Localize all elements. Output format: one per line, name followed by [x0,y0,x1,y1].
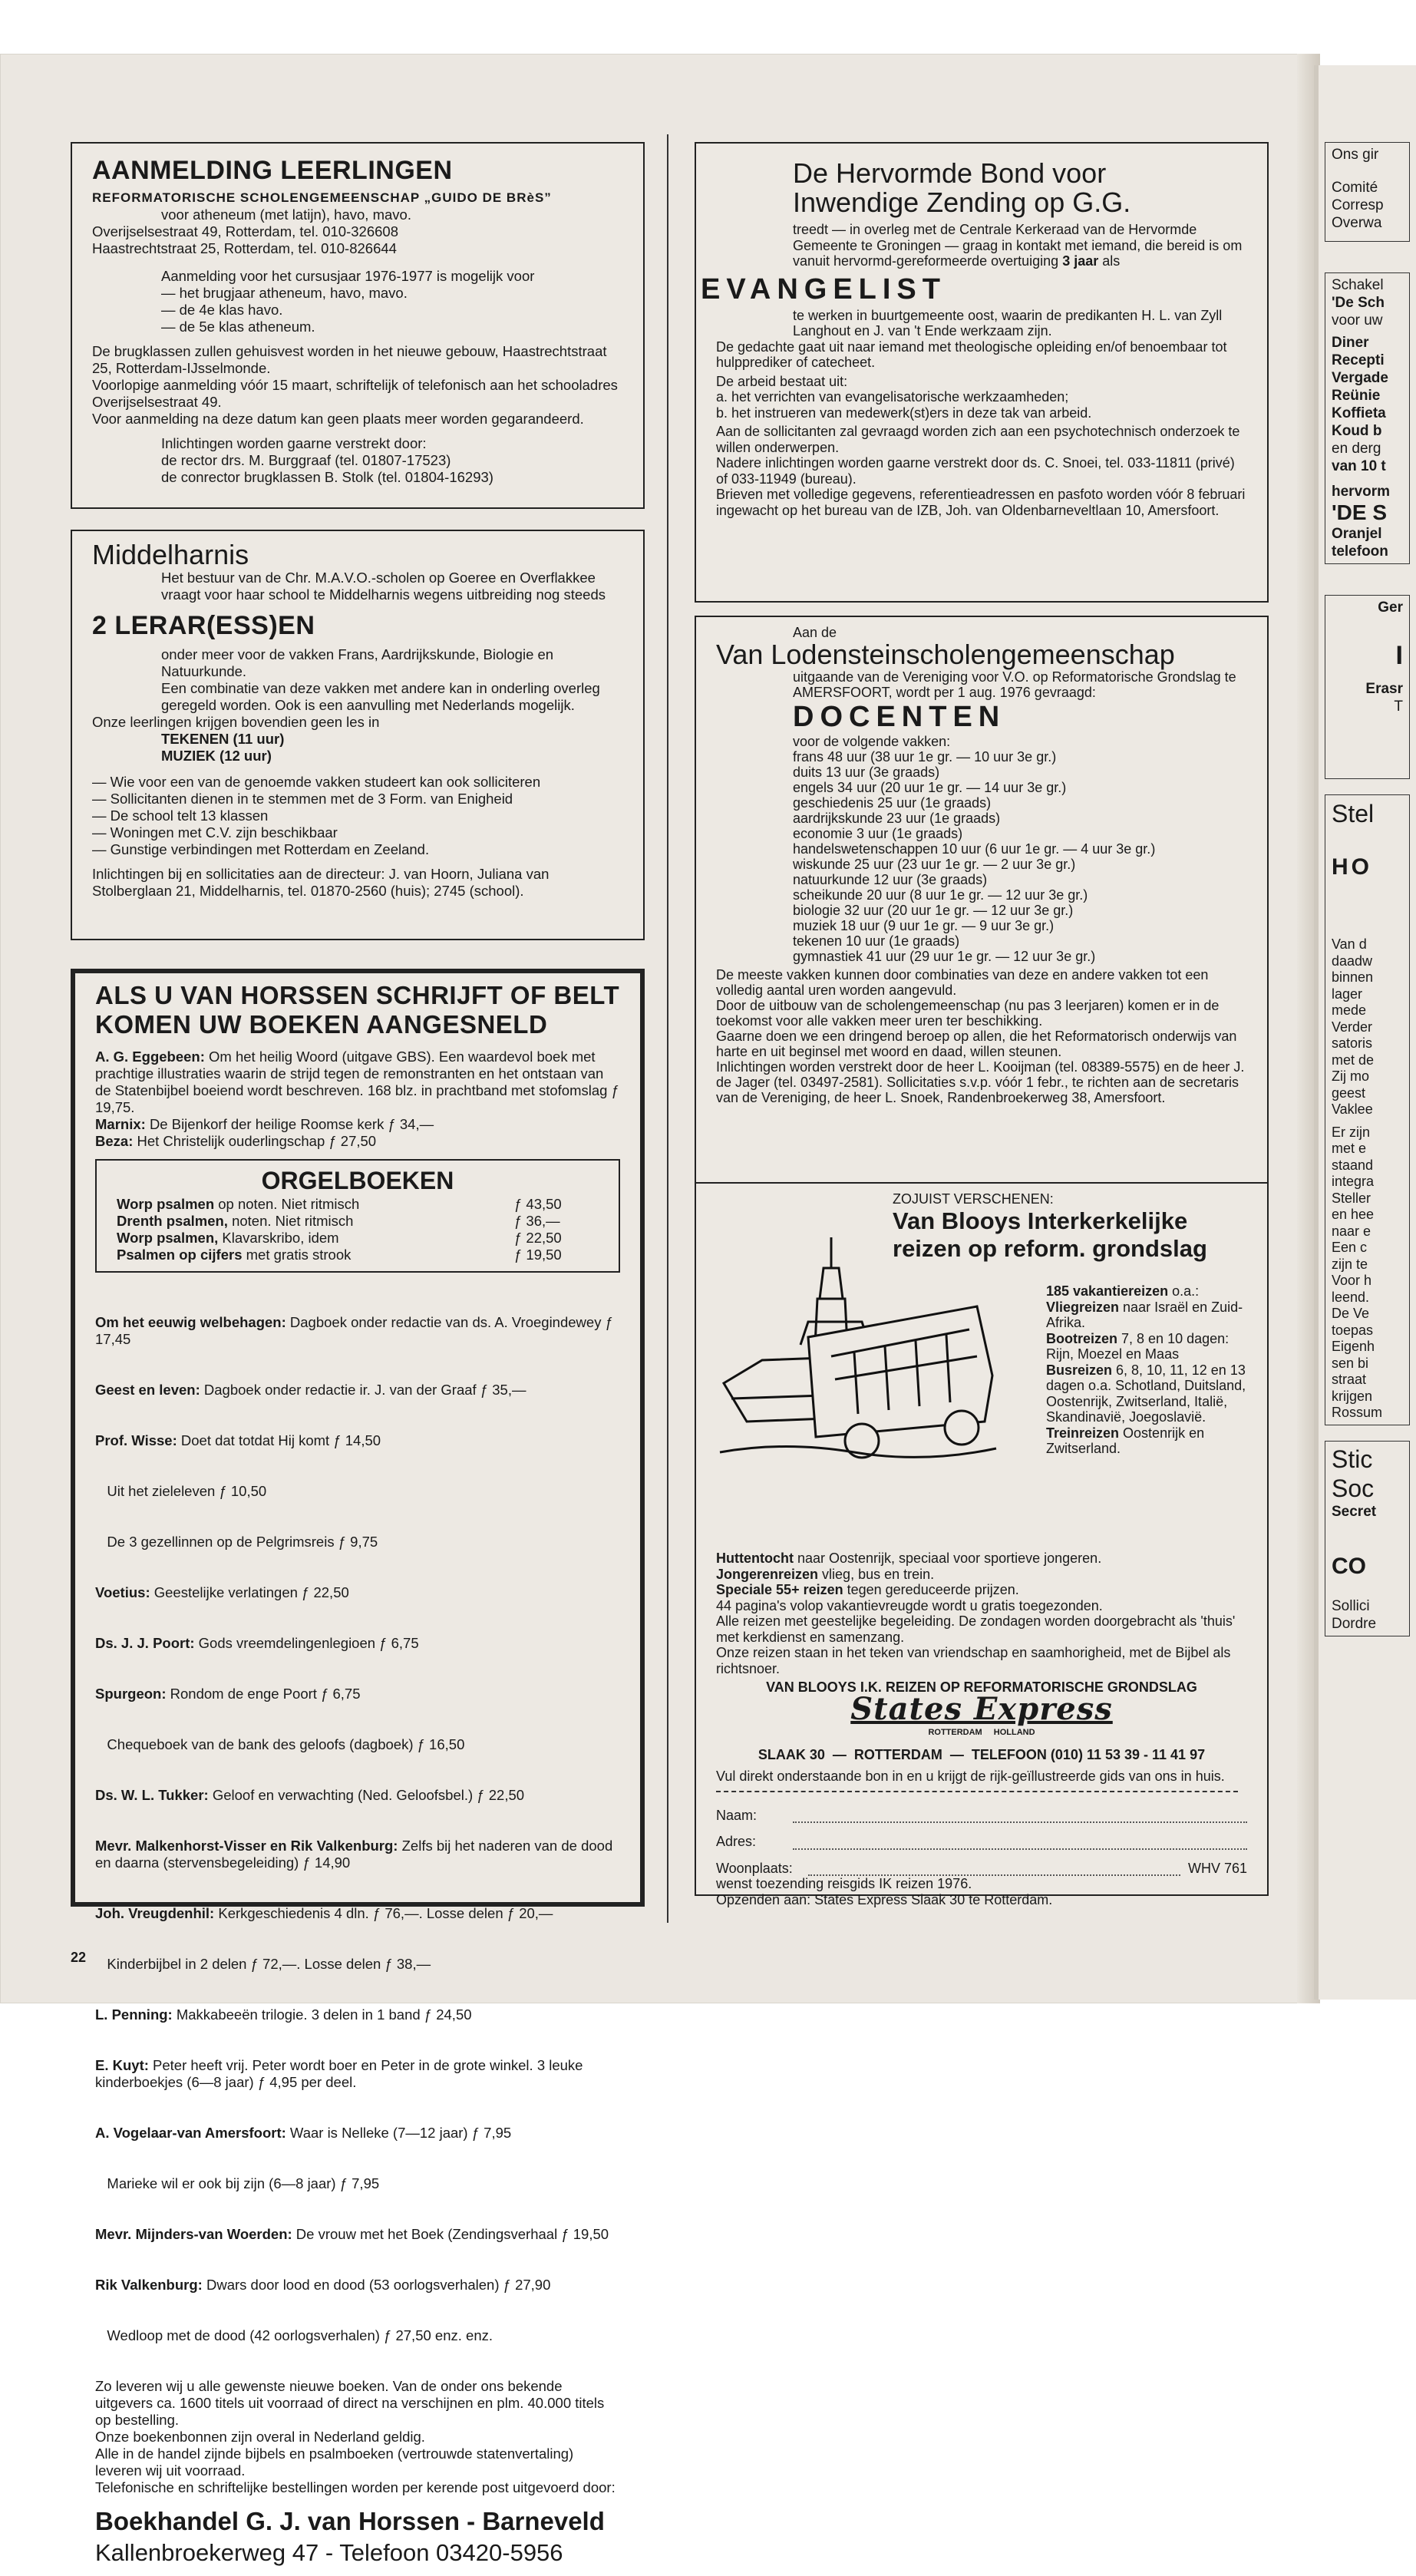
subject-item: tekenen 10 uur (1e graads) [793,933,960,949]
trip-desc: naar Israël en Zuid-Afrika. [1046,1299,1243,1330]
book-text: De vrouw met het Boek (Zendingsverhaal ƒ 19,50 [292,2226,609,2242]
headline: ALS U VAN HORSSEN SCHRIJFT OF BELT KOMEN UW BOEKEN AANGESNELD [95,981,620,1039]
next-box [1325,595,1410,779]
trip-name: Bootreizen [1046,1330,1118,1346]
fragment: straat [1332,1372,1367,1387]
extra-lesson: TEKENEN (11 uur) [161,731,285,747]
author: Geest en leven: [95,1382,200,1398]
paragraph: te werken in buurtgemeente oost, waarin de predikanten H. L. van Zyll Langhout en J. van 't Ende werkzaam zijn. [793,307,1223,339]
fragment: HO [1332,854,1372,880]
subject-item: aardrijkskunde 23 uur (1e graads) [793,811,1001,826]
trip-name: Vliegreizen [1046,1299,1120,1315]
fragment: Reünie [1332,388,1381,404]
paragraph: Voorlopige aanmelding vóór 15 maart, schriftelijk of telefonisch aan het schooladres Overijselsestraat 49. [92,377,618,410]
field-label: Adres: [716,1834,757,1849]
author: A. G. Eggebeen: [95,1049,205,1065]
org-name: VAN BLOOYS I.K. REIZEN OP REFORMATORISCHE GRONDSLAG [766,1679,1197,1695]
book-text: Geloof en verwachting (Ned. Geloofsbel.) ƒ 22,50 [208,1787,525,1803]
fragment: Van d [1332,936,1367,952]
org-sub: voor atheneum (met latijn), havo, mavo. [161,206,411,223]
fragment: daadw [1332,953,1373,969]
cut-line [716,1791,1238,1792]
coupon-text: Vul direkt onderstaande bon in en u krijgt de rijk-geïllustreerde gids van ons in huis. [716,1769,1225,1784]
fragment: Oranjel [1332,526,1382,542]
ad-title: Van Lodensteinscholengemeenschap [716,639,1175,670]
subject-item: gymnastiek 41 uur (29 uur 1e gr. — 12 uur 3e gr.) [793,949,1096,964]
book-text: De Bijenkorf der heilige Roomse kerk ƒ 34,— [149,1116,434,1132]
book-entry [95,1787,620,1804]
paragraph: Alle in de handel zijnde bijbels en psalmboeken (vertrouwde statenvertaling) leveren wij uit voorraad. [95,2446,574,2479]
trip-desc: tegen gereduceerde prijzen. [843,1582,1019,1597]
ad-title: reizen op reform. grondslag [893,1234,1207,1262]
ad-van-blooys [695,1182,1269,1907]
ad-aanmelding-leerlingen [71,142,645,509]
fragment: Diner [1332,335,1369,351]
subject-item: natuurkunde 12 uur (3e graads) [793,872,988,887]
fragment: geest [1332,1085,1366,1101]
fragment: Vaklee [1332,1101,1373,1117]
trip-type [1046,1425,1247,1457]
book-text: Zelfs bij het naderen van de dood en daarna (stervensbegeleiding) ƒ 14,90 [95,1838,617,1871]
paragraph: Nadere inlichtingen worden gaarne verstrekt door ds. C. Snoei, tel. 033-11811 (privé) of 033-11949 (bureau). [716,455,1235,487]
book-entry [95,1905,620,1922]
list-item: — het brugjaar atheneum, havo, mavo. [161,285,408,301]
field-label: Naam: [716,1807,758,1823]
organ-price: ƒ 19,50 [514,1247,562,1263]
place-title: Middelharnis [92,539,249,570]
role-title: DOCENTEN [793,701,1006,733]
ad-title: De Hervormde Bond voor [793,157,1107,189]
address: Overijselsestraat 49, Rotterdam, tel. 010-326608 [92,223,398,239]
fragment: hervorm [1332,484,1391,500]
coupon-field [716,1834,1247,1850]
author: Marnix: [95,1116,146,1132]
subject-item: muziek 18 uur (9 uur 1e gr. — 9 uur 3e gr.) [793,918,1055,933]
states-express-logo [716,1690,1247,1741]
count-tail: o.a.: [1168,1283,1200,1299]
place-field[interactable] [808,1861,1180,1877]
ad-van-lodenstein [695,616,1269,1185]
column-rule [667,134,668,1923]
book-text: Wedloop met de dood (42 oorlogsverhalen) ƒ 27,50 enz. enz. [95,2327,493,2343]
paragraph: Telefonische en schriftelijke bestellingen worden per kerende post uitgevoerd door: [95,2479,616,2495]
organ-row [117,1196,599,1213]
author: Prof. Wisse: [95,1432,177,1448]
intro-end: als [1098,253,1121,269]
trip-name: Busreizen [1046,1362,1113,1378]
paragraph: Voor aanmelding na deze datum kan geen plaats meer worden gegarandeerd. [92,411,584,427]
fragment: toepas [1332,1322,1374,1338]
book-entry [95,1534,620,1551]
trip-type [1046,1362,1247,1425]
list-item: — Sollicitanten dienen in te stemmen met de 3 Form. van Enigheid [92,791,513,807]
coupon-field [716,1861,1247,1877]
term: 3 jaar [1062,253,1099,269]
fragment: sen bi [1332,1355,1369,1371]
intro: Het bestuur van de Chr. M.A.V.O.-scholen op Goeree en Overflakkee vraagt voor haar school te Middelharnis wegens uitbreiding nog steeds [161,570,606,603]
fragment: en derg [1332,441,1381,457]
organ-desc: met gratis strook [242,1247,352,1263]
field-label: Woonplaats: [716,1860,793,1876]
info: Inlichtingen worden gaarne verstrekt door: [161,435,427,451]
fragment: Eigenh [1332,1339,1375,1354]
paragraph: De meeste vakken kunnen door combinaties van deze en andere vakken tot een volledig aantal uren worden aangevuld. [716,967,1209,998]
fragment: en hee [1332,1207,1375,1222]
author: L. Penning: [95,2006,173,2023]
fragment: staand [1332,1157,1374,1173]
intro: uitgaande van de Vereniging voor V.O. op Reformatorische Grondslag te AMERSFOORT, wordt per 1 aug. 1976 gevraagd: [793,669,1236,700]
ad-title: Inwendige Zending op G.G. [793,187,1131,218]
organ-price: ƒ 36,— [514,1213,560,1229]
book-entry [95,1116,620,1133]
shop-name: Boekhandel G. J. van Horssen - Barneveld [95,2507,605,2535]
logo-text: States Express [850,1690,1113,1727]
info: de rector drs. M. Burggraaf (tel. 01807-17523) [161,452,451,468]
fragment: Ons gir [1332,147,1379,163]
book-text: Peter heeft vrij. Peter wordt boer en Peter in de grote winkel. 3 leuke kinderboekjes (6—8 jaar) ƒ 4,95 per deel. [95,2057,587,2090]
book-text: Doet dat totdat Hij komt ƒ 14,50 [177,1432,381,1448]
paragraph: Brieven met volledige gegevens, referentieadressen en pasfoto worden vóór 8 februari ingewacht op het bureau van de IZB, Joh. van Oldenbarneveltlaan 10, Amersfoort. [716,487,1246,518]
pre-title: Aan de [793,625,837,640]
fragment: Verder [1332,1019,1373,1035]
author: Joh. Vreugdenhil: [95,1905,215,1921]
organ-name: Worp psalmen, [117,1230,219,1246]
organ-desc: noten. Niet ritmisch [227,1213,354,1229]
organ-name: Worp psalmen [117,1196,215,1212]
book-list [95,1280,620,2378]
contact: SLAAK 30 — ROTTERDAM — TELEFOON (010) 11 53 39 - 11 41 97 [758,1746,1206,1762]
author: Rik Valkenburg: [95,2277,203,2293]
book-entry [95,1432,620,1449]
author: Beza: [95,1133,134,1149]
author: Voetius: [95,1584,150,1600]
list-item: — Gunstige verbindingen met Rotterdam en Zeeland. [92,841,430,857]
address: Haastrechtstraat 25, Rotterdam, tel. 010-826644 [92,240,397,256]
paragraph: Inlichtingen worden verstrekt door de heer L. Kooijman (tel. 08389-5575) en de heer J. de Jager (tel. 03497-2581). Sollicitaties s.v.p. vóór 1 febr., te richten aan de secretaris van de Vereniging, de heer L. Snoek, Randenbroekerweg 38, Amersfoort. [716,1059,1245,1105]
trip-desc: vlieg, bus en trein. [818,1566,935,1582]
ad-title: AANMELDING LEERLINGEN [92,156,453,185]
book-entry [95,2125,620,2142]
author: E. Kuyt: [95,2057,149,2073]
fragment: Soc [1332,1474,1375,1502]
role-title: EVANGELIST [701,272,946,305]
fragment: Steller [1332,1190,1371,1206]
paragraph: Opzenden aan: States Express Slaak 30 te Rotterdam. [716,1891,1053,1907]
paragraph: Een combinatie van deze vakken met andere kan in onderling overleg geregeld worden. Ook is een aanvulling met Nederlands mogelijk. [161,680,600,713]
next-page-edge [1314,65,1416,2000]
subject-item: handelswetenschappen 10 uur (6 uur 1e gr. — 4 uur 3e gr.) [793,841,1156,857]
fragment: Rossum [1332,1405,1383,1420]
name-field[interactable] [793,1808,1247,1824]
book-text: Dagboek onder redactie ir. J. van der Graaf ƒ 35,— [200,1382,526,1398]
fragment: CO [1332,1553,1366,1579]
fragment: Vergade [1332,370,1388,386]
paragraph: Onze leerlingen krijgen bovendien geen les in [92,714,380,730]
trip-name: Treinreizen [1046,1425,1120,1441]
next-box [1325,1441,1410,1636]
book-entry [95,2057,620,2091]
paragraph: a. het verrichten van evangelisatorische werkzaamheden; [716,389,1069,405]
coupon-field [716,1808,1247,1824]
intro-text: treedt — in overleg met de Centrale Kerkeraad van de Hervormde Gemeente te Groningen — graag in kontakt met iemand, die bereid is om vanuit hervormd-gereformeerde overtuiging [793,222,1243,269]
fragment: Corresp [1332,197,1384,213]
fragment: Comité [1332,180,1378,196]
fragment: Stic [1332,1445,1373,1473]
org-name: REFORMATORISCHE SCHOLENGEMEENSCHAP „GUIDO DE BRèS” [92,190,552,205]
book-entry [95,2175,620,2192]
list-item: — De school telt 13 klassen [92,807,269,824]
fragment: 'DE S [1332,500,1388,524]
author: Spurgeon: [95,1686,167,1702]
author: Ds. J. J. Poort: [95,1635,195,1651]
next-box [1325,794,1410,1425]
ad-middelharnis [71,530,645,940]
fragment: satoris [1332,1035,1373,1051]
trip-desc: Oostenrijk en Zwitserland. [1046,1425,1205,1456]
list-item: — Woningen met C.V. zijn beschikbaar [92,824,338,841]
book-entry [95,2327,620,2344]
paragraph: onder meer voor de vakken Frans, Aardrijkskunde, Biologie en Natuurkunde. [161,646,554,679]
book-entry [95,1686,620,1702]
paragraph: Aan de sollicitanten zal gevraagd worden zich aan een psychotechnisch onderzoek te willen onderwerpen. [716,424,1240,455]
book-text: Marieke wil er ook bij zijn (6—8 jaar) ƒ 7,95 [95,2175,380,2191]
fragment: binnen [1332,969,1374,985]
fragment: Zij mo [1332,1068,1369,1084]
subject-item: scheikunde 20 uur (8 uur 1e gr. — 12 uur 3e gr.) [793,887,1088,903]
list-item: — de 5e klas atheneum. [161,319,315,335]
trip-type [1046,1331,1247,1362]
book-entry [95,1956,620,1973]
book-entry [95,1635,620,1652]
trip-name: Jongerenreizen [716,1566,819,1582]
fragment: Koud b [1332,423,1382,439]
trip-desc: naar Oostenrijk, speciaal voor sportieve jongeren. [793,1551,1102,1566]
paragraph: Gaarne doen we een dringend beroep op allen, die het Reformatorisch onderwijs van harte en uit beginsel met woord en daad, willen steunen. [716,1029,1237,1059]
count-value: 185 vakantiereizen [1046,1283,1169,1299]
fragment: Erasr [1365,681,1403,697]
ad-hervormde-bond [695,142,1269,603]
fragment: T [1394,698,1403,715]
pre-title: ZOJUIST VERSCHENEN: [893,1191,1054,1207]
subject-item: wiskunde 25 uur (23 uur 1e gr. — 2 uur 3e gr.) [793,857,1076,872]
author: Mevr. Malkenhorst-Visser en Rik Valkenburg: [95,1838,398,1854]
subject-item: biologie 32 uur (20 uur 1e gr. — 12 uur 3e gr.) [793,903,1074,918]
paragraph: De brugklassen zullen gehuisvest worden in het nieuwe gebouw, Haastrechtstraat 25, Rotterdam-IJsselmonde. [92,343,607,376]
trip-desc: 7, 8 en 10 dagen: Rijn, Moezel en Maas [1046,1330,1230,1362]
author: A. Vogelaar-van Amersfoort: [95,2125,286,2141]
paragraph: Zo leveren wij u alle gewenste nieuwe boeken. Van de onder ons bekende uitgevers ca. 1600 titels uit voorraad of direct na verschijnen en plm. 40.000 titels op bestelling. [95,2378,605,2428]
fragment: naar e [1332,1223,1371,1239]
page-number: 22 [71,1950,87,1965]
fragment: 'De Sch [1332,295,1385,311]
fragment: Een c [1332,1240,1368,1255]
fragment: Schakel [1332,277,1384,293]
subjects-intro: voor de volgende vakken: [793,734,951,749]
author: Om het eeuwig welbehagen: [95,1314,286,1330]
shop-address: Kallenbroekerweg 47 - Telefoon 03420-5956 [95,2539,563,2566]
paragraph: De arbeid bestaat uit: [716,373,848,389]
author: Ds. W. L. Tukker: [95,1787,209,1803]
next-box [1325,272,1410,564]
fragment: telefoon [1332,543,1388,560]
fragment: Ger [1378,599,1403,616]
book-text: Geestelijke verlatingen ƒ 22,50 [150,1584,349,1600]
fragment: I [1395,641,1403,670]
organ-desc: Klavarskribo, idem [218,1230,339,1246]
next-box [1325,142,1410,242]
intro [716,222,1247,269]
address-field[interactable] [793,1834,1247,1850]
info: de conrector brugklassen B. Stolk (tel. 01804-16293) [161,469,493,485]
fragment: mede [1332,1002,1367,1018]
subject-item: duits 13 uur (3e graads) [793,765,940,780]
fragment: zijn te [1332,1256,1368,1272]
paragraph: Door de uitbouw van de scholengemeenschap (nu pas 3 leerjaren) komen er in de toekomst voor alle vakken meer uren ter beschikking. [716,998,1220,1029]
fragment: Koffieta [1332,405,1386,421]
paragraph: Onze boekenbonnen zijn overal in Nederland geldig. [95,2429,425,2445]
fragment: Overwa [1332,215,1382,231]
book-text: Chequeboek van de bank des geloofs (dagboek) ƒ 16,50 [95,1736,465,1752]
book-entry [95,1382,620,1399]
book-entry [95,1838,620,1871]
book-entry [95,1584,620,1601]
book-text: Kerkgeschiedenis 4 dln. ƒ 76,—. Losse delen ƒ 20,— [214,1905,553,1921]
fragment: voor uw [1332,312,1383,329]
book-text: Uit het zieleleven ƒ 10,50 [95,1483,267,1499]
book-entry [95,2006,620,2023]
book-entry [95,2277,620,2294]
book-text: De 3 gezellinnen op de Pelgrimsreis ƒ 9,75 [95,1534,378,1550]
book-entry [95,1133,620,1150]
subject-item: economie 3 uur (1e graads) [793,826,963,841]
fragment: Recepti [1332,352,1385,368]
ad-title: Van Blooys Interkerkelijke [893,1207,1188,1234]
paragraph: 44 pagina's volop vakantievreugde wordt u gratis toegezonden. [716,1597,1103,1613]
book-entry [95,1736,620,1753]
extra-lesson: MUZIEK (12 uur) [161,748,272,764]
book-text: Om het heilig Woord (uitgave GBS). Een waardevol boek met prachtige illustraties waarin de strijd tegen de remonstranten en het ontstaan van de Statenbijbel boeiend wordt beschreven. 168 blz. in prachtband met stofomslag ƒ 19,75. [95,1049,619,1115]
organ-title: ORGELBOEKEN [261,1167,454,1194]
list-item: — Wie voor een van de genoemde vakken studeert kan ook solliciteren [92,774,541,790]
organ-name: Drenth psalmen, [117,1213,228,1229]
fragment: lager [1332,986,1363,1002]
book-entry [95,1314,620,1348]
book-entry [95,2226,620,2243]
paragraph: Onze reizen staan in het teken van vriendschap en saamhorigheid, met de Bijbel als richtsnoer. [716,1645,1231,1676]
organ-row [117,1230,599,1247]
subject-item: engels 34 uur (20 uur 1e gr. — 14 uur 3e gr.) [793,780,1067,795]
subject-item: frans 48 uur (38 uur 1e gr. — 10 uur 3e gr.) [793,749,1057,765]
paragraph: b. het instrueren van medewerk(st)ers in deze tak van arbeid. [716,405,1092,421]
organ-name: Psalmen op cijfers [117,1247,243,1263]
list-item: — de 4e klas havo. [161,302,283,318]
trip-desc: 6, 8, 10, 11, 12 en 13 dagen o.a. Schotland, Duitsland, Oostenrijk, Zwitserland, Italië, Skandinavië, Joegoslavië. [1046,1362,1246,1425]
organ-price: ƒ 22,50 [514,1230,562,1246]
book-text: Rondom de enge Poort ƒ 6,75 [166,1686,361,1702]
fragment: Secret [1332,1503,1377,1520]
book-text: Waar is Nelleke (7—12 jaar) ƒ 7,95 [286,2125,512,2141]
fragment: Stel [1332,800,1375,827]
organ-row [117,1247,599,1263]
book-text: Dagboek onder redactie van ds. A. Vroegindewey ƒ 17,45 [95,1314,618,1347]
coupon-code: WHV 761 [1187,1860,1247,1876]
intro: Aanmelding voor het cursusjaar 1976-1977 is mogelijk voor [161,268,535,284]
book-entry [95,1049,620,1116]
organ-desc: op noten. Niet ritmisch [214,1196,360,1212]
fragment: De Ve [1332,1306,1370,1321]
fragment: Sollici [1332,1597,1370,1614]
contact: Inlichtingen bij en sollicitaties aan de directeur: J. van Hoorn, Juliana van Stolberglaan 21, Middelharnis, tel. 01870-2560 (huis); 2745 (school). [92,866,550,899]
fragment: van 10 t [1332,458,1386,474]
book-text: Dwars door lood en dood (53 oorlogsverhalen) ƒ 27,90 [202,2277,551,2293]
book-entry [95,1483,620,1500]
organ-price: ƒ 43,50 [514,1196,562,1212]
count [1046,1283,1247,1300]
trip-type [1046,1300,1247,1331]
fragment: met e [1332,1141,1367,1156]
book-text: Makkabeeën trilogie. 3 delen in 1 band ƒ 24,50 [172,2006,472,2023]
book-text: Gods vreemdelingenlegioen ƒ 6,75 [194,1635,419,1651]
fragment: leend. [1332,1289,1370,1305]
fragment: Dordre [1332,1615,1377,1632]
fragment: Voor h [1332,1273,1372,1288]
paragraph: Alle reizen met geestelijke begeleiding. De zondagen worden doorgebracht als 'thuis' met kerkdienst en samenzang. [716,1613,1236,1645]
fragment: met de [1332,1052,1375,1068]
trip-name: Huttentocht [716,1551,794,1566]
book-text: Kinderbijbel in 2 delen ƒ 72,—. Losse delen ƒ 38,— [95,1956,431,1972]
author: Mevr. Mijnders-van Woerden: [95,2226,292,2242]
organ-row [117,1213,599,1230]
trip-name: Speciale 55+ reizen [716,1582,843,1597]
logo-sub: ROTTERDAM [928,1728,982,1737]
fragment: krijgen [1332,1388,1373,1404]
organ-box [95,1159,620,1273]
vacancy-title: 2 LERAR(ESS)EN [92,611,315,640]
paragraph: wenst toezending reisgids IK reizen 1976. [716,1876,972,1891]
fragment: Er zijn [1332,1124,1371,1140]
fragment: integra [1332,1174,1375,1189]
ad-van-horssen [71,969,645,2566]
paragraph: De gedachte gaat uit naar iemand met theologische opleiding en/of benoembaar tot hulpprediker of catecheet. [716,339,1227,370]
logo-sub: HOLLAND [993,1728,1035,1737]
subject-item: geschiedenis 25 uur (1e graads) [793,795,992,811]
book-text: Het Christelijk ouderlingschap ƒ 27,50 [137,1133,377,1149]
